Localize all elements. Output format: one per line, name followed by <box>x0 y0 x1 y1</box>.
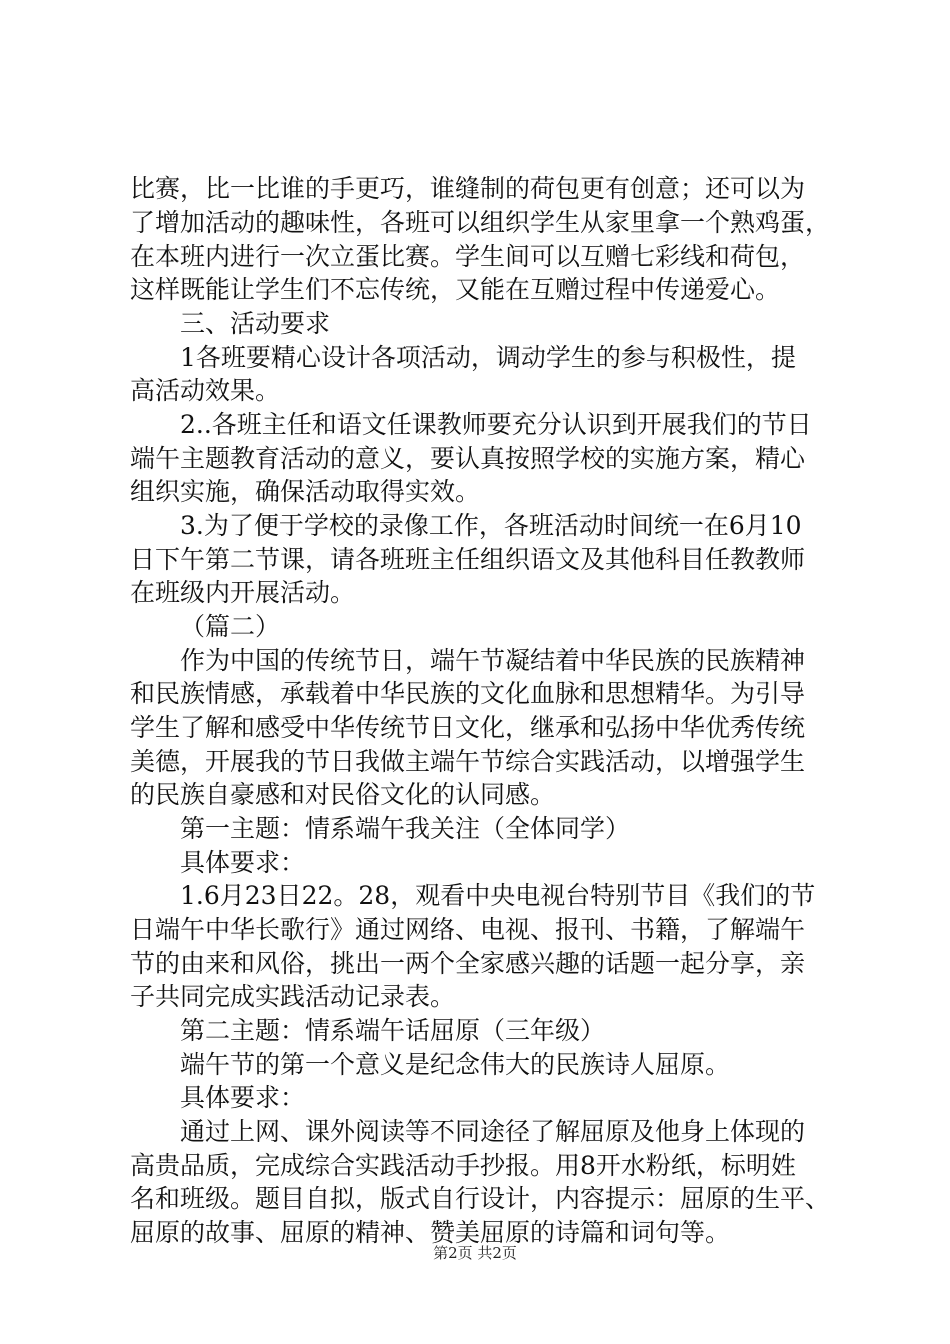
body-text-line: 学生了解和感受中华传统节日文化，继承和弘扬中华优秀传统 <box>130 713 806 742</box>
body-text-line: 日端午中华长歌行》通过网络、电视、报刊、书籍，了解端午 <box>130 915 806 944</box>
body-text-line: 屈原的故事、屈原的精神、赞美屈原的诗篇和词句等。 <box>130 1218 731 1247</box>
body-text-line: 了增加活动的趣味性，各班可以组织学生从家里拿一个熟鸡蛋， <box>130 208 831 237</box>
body-text-line: 1各班要精心设计各项活动，调动学生的参与积极性，提 <box>180 343 796 372</box>
body-text-line: 美德，开展我的节日我做主端午节综合实践活动，以增强学生 <box>130 747 806 776</box>
body-text-line: 具体要求： <box>180 848 306 877</box>
body-text-line: 组织实施，确保活动取得实效。 <box>130 477 481 506</box>
body-text-line: 通过上网、课外阅读等不同途径了解屈原及他身上体现的 <box>180 1117 806 1146</box>
section-heading: （篇二） <box>180 612 281 641</box>
body-text-line: 1.6月23日22。28，观看中央电视台特别节目《我们的节 <box>180 881 816 910</box>
body-text-line: 日下午第二节课，请各班班主任组织语文及其他科目任教教师 <box>130 545 806 574</box>
body-text-line: 2..各班主任和语文任课教师要充分认识到开展我们的节日 <box>180 410 812 439</box>
body-text-line: 和民族情感，承载着中华民族的文化血脉和思想精华。为引导 <box>130 679 806 708</box>
body-text-line: 具体要求： <box>180 1083 306 1112</box>
body-text-line: 在班级内开展活动。 <box>130 578 356 607</box>
body-text-line: 比赛，比一比谁的手更巧，谁缝制的荷包更有创意；还可以为 <box>130 174 806 203</box>
body-text-line: 作为中国的传统节日，端午节凝结着中华民族的民族精神 <box>180 646 806 675</box>
body-text-line: 名和班级。题目自拟，版式自行设计，内容提示：屈原的生平、 <box>130 1184 831 1213</box>
body-text-line: 端午主题教育活动的意义，要认真按照学校的实施方案，精心 <box>130 444 806 473</box>
body-text-line: 高活动效果。 <box>130 376 281 405</box>
section-heading: 三、活动要求 <box>180 309 331 338</box>
body-text-line: 子共同完成实践活动记录表。 <box>130 982 456 1011</box>
body-text-line: 这样既能让学生们不忘传统，又能在互赠过程中传递爱心。 <box>130 275 781 304</box>
page-number-footer: 第2页 共2页 <box>433 1244 517 1262</box>
body-text-line: 3.为了便于学校的录像工作，各班活动时间统一在6月10 <box>180 511 802 540</box>
body-text-line: 端午节的第一个意义是纪念伟大的民族诗人屈原。 <box>180 1050 731 1079</box>
body-text-line: 在本班内进行一次立蛋比赛。学生间可以互赠七彩线和荷包， <box>130 242 806 271</box>
section-heading: 第二主题：情系端午话屈原（三年级） <box>180 1016 606 1045</box>
section-heading: 第一主题：情系端午我关注（全体同学） <box>180 814 631 843</box>
body-text-line: 的民族自豪感和对民俗文化的认同感。 <box>130 780 556 809</box>
body-text-line: 节的由来和风俗，挑出一两个全家感兴趣的话题一起分享，亲 <box>130 949 806 978</box>
body-text-line: 高贵品质，完成综合实践活动手抄报。用8开水粉纸，标明姓 <box>130 1151 796 1180</box>
